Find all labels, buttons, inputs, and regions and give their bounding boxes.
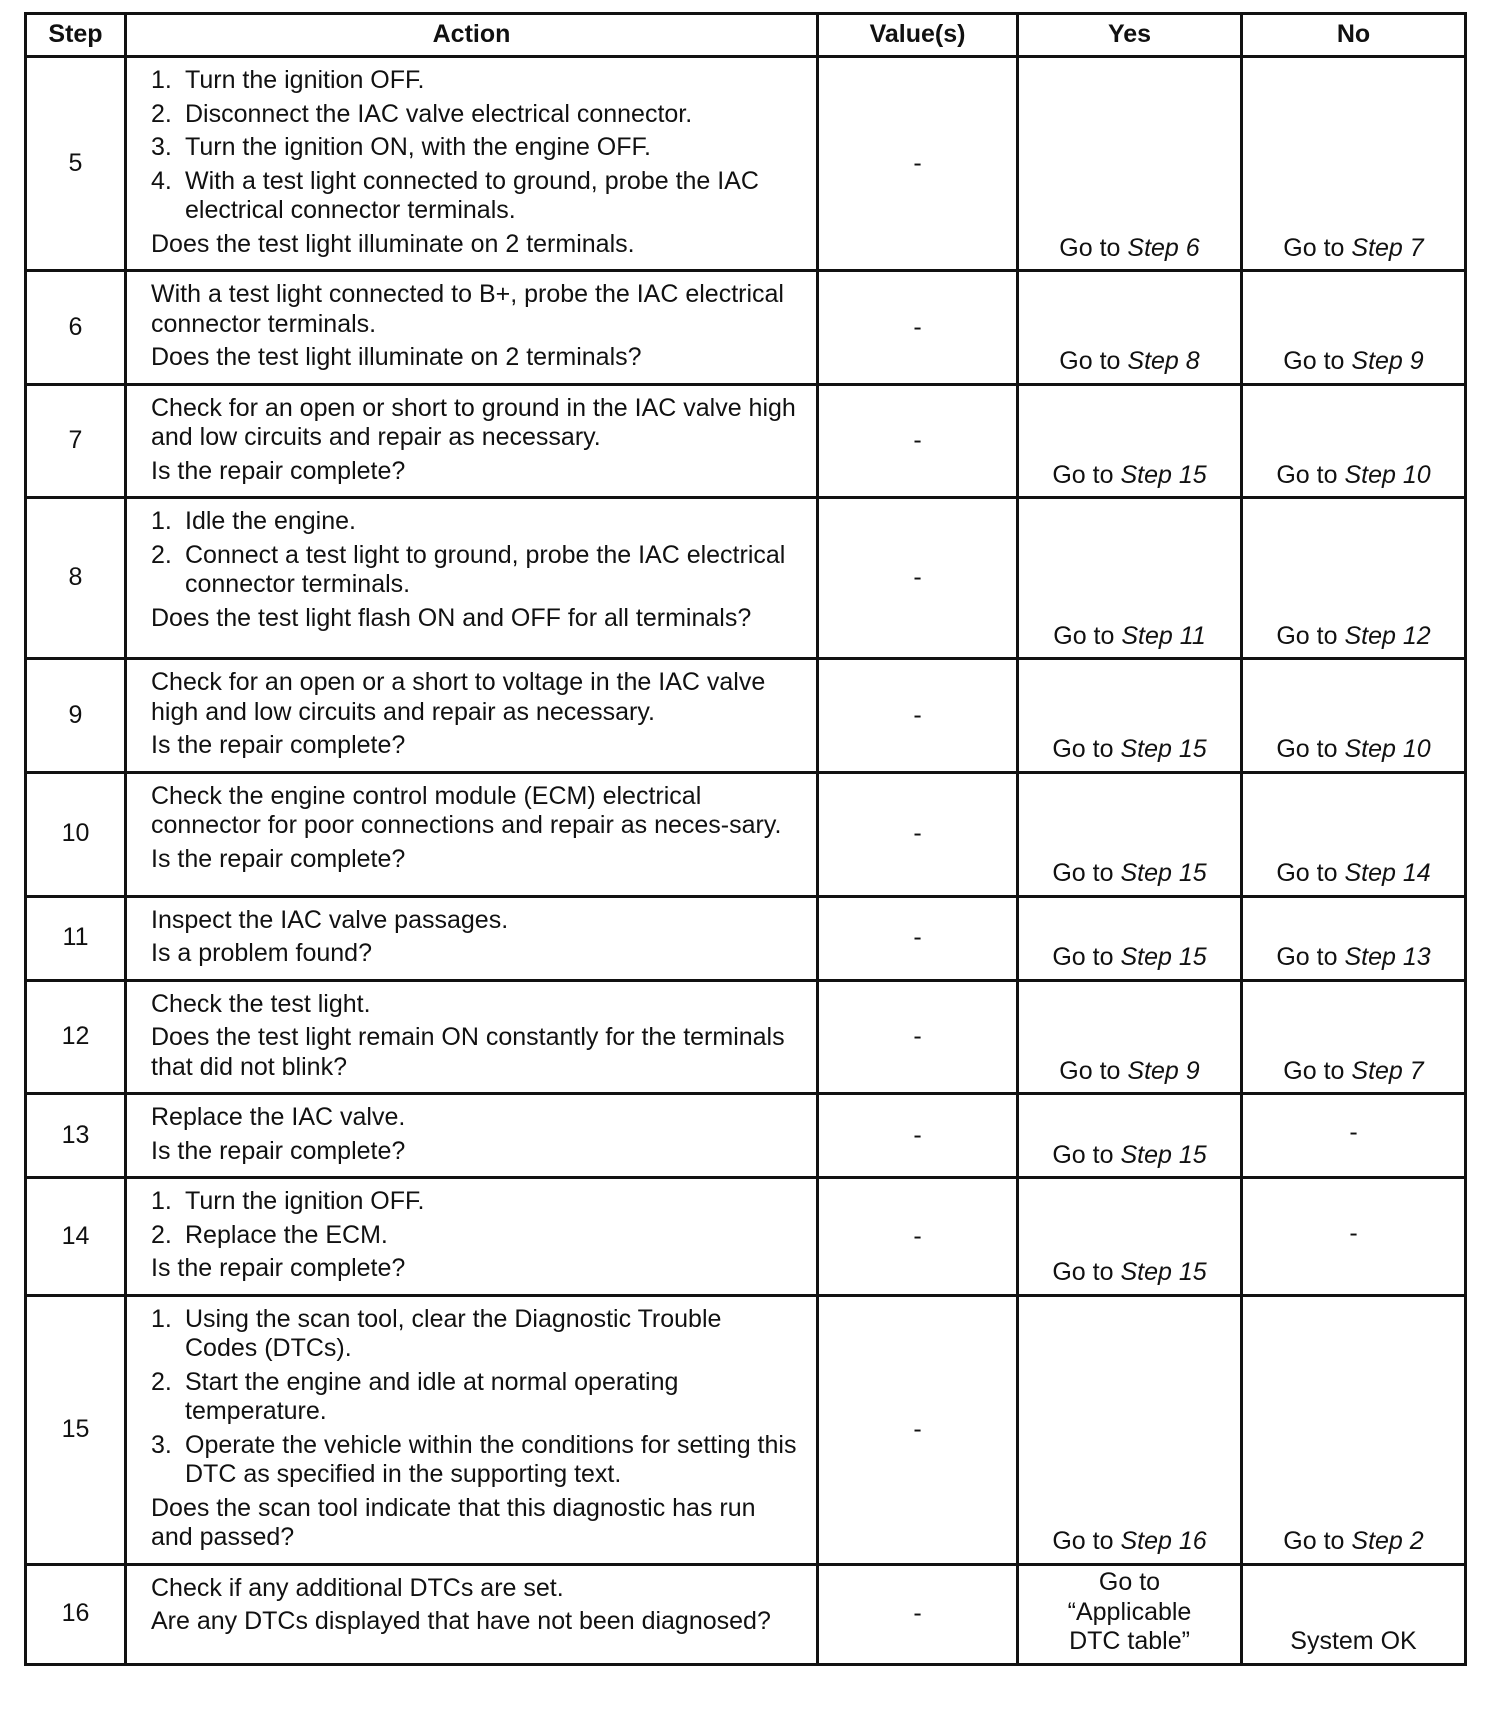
action-step-item xyxy=(151,66,800,96)
no-cell xyxy=(1242,271,1466,385)
goto-step-word: Step xyxy=(1351,347,1403,375)
goto-step-number: 15 xyxy=(1178,859,1207,887)
action-item-text: Start the engine and idle at normal operating temperature. xyxy=(185,1367,679,1425)
goto-step-number: 15 xyxy=(1178,1140,1207,1169)
value-cell: - xyxy=(818,896,1018,980)
goto-step-number: 15 xyxy=(1178,1258,1207,1286)
goto-step-word: Step xyxy=(1351,1527,1403,1555)
goto-prefix: Go to xyxy=(1276,859,1338,887)
action-question: Is a problem found? xyxy=(151,939,372,967)
action-cell xyxy=(126,659,818,773)
yes-goto xyxy=(1059,347,1199,375)
action-step-item xyxy=(151,1431,800,1490)
action-question: Does the test light flash ON and OFF for all terminals? xyxy=(151,603,752,632)
action-instruction: Check the test light. xyxy=(151,989,371,1018)
action-item-number: 1. xyxy=(151,66,172,94)
no-goto xyxy=(1276,461,1430,489)
action-item-text: Using the scan tool, clear the Diagnostic Trouble Codes (DTCs). xyxy=(185,1304,722,1362)
goto-step-number: 7 xyxy=(1409,233,1424,262)
goto-step-word: Step xyxy=(1351,233,1403,262)
goto-prefix: Go to xyxy=(1276,943,1338,971)
table-row xyxy=(26,772,1466,896)
action-question: Does the test light illuminate on 2 terminals. xyxy=(151,229,635,258)
table-row xyxy=(26,980,1466,1094)
step-number: 8 xyxy=(26,498,126,659)
goto-prefix: Go to xyxy=(1052,859,1114,887)
goto-prefix: Go to xyxy=(1052,1140,1114,1169)
yes-goto xyxy=(1052,461,1206,489)
goto-step-number: 2 xyxy=(1409,1527,1424,1555)
step-number: 7 xyxy=(26,384,126,498)
action-step-item xyxy=(151,541,800,600)
action-question: Is the repair complete? xyxy=(151,731,406,759)
action-item-number: 1. xyxy=(151,507,172,535)
goto-prefix: Go to xyxy=(1059,1056,1121,1085)
step-number: 13 xyxy=(26,1094,126,1178)
no-goto xyxy=(1283,347,1423,375)
header-yes: Yes xyxy=(1018,14,1242,57)
goto-prefix: Go to xyxy=(1059,233,1121,262)
action-instruction: Check for an open or a short to voltage in the IAC valve high and low circuits and repair as necessary. xyxy=(151,668,766,726)
table-row xyxy=(26,498,1466,659)
table-row xyxy=(26,1295,1466,1564)
goto-prefix: Go to xyxy=(1052,735,1114,763)
no-cell xyxy=(1242,1564,1466,1664)
action-item-text: Disconnect the IAC valve electrical connector. xyxy=(185,99,693,128)
goto-step-number: 6 xyxy=(1185,233,1200,262)
action-cell xyxy=(126,1564,818,1664)
action-item-text: Replace the ECM. xyxy=(185,1220,388,1249)
goto-step-word: Step xyxy=(1120,1140,1172,1169)
action-instruction: With a test light connected to B+, probe the IAC electrical connector terminals. xyxy=(151,280,784,338)
action-item-number: 2. xyxy=(151,1367,172,1396)
goto-step-number: 15 xyxy=(1178,460,1207,489)
no-text: System OK xyxy=(1290,1627,1417,1655)
table-row xyxy=(26,271,1466,385)
header-values: Value(s) xyxy=(818,14,1018,57)
action-cell xyxy=(126,896,818,980)
yes-text-line: DTC table” xyxy=(1069,1627,1190,1655)
yes-cell xyxy=(1018,659,1242,773)
action-instruction: Check if any additional DTCs are set. xyxy=(151,1573,564,1602)
yes-goto xyxy=(1052,943,1206,971)
step-number: 16 xyxy=(26,1564,126,1664)
no-goto xyxy=(1276,943,1430,971)
action-instruction: Inspect the IAC valve passages. xyxy=(151,905,509,934)
yes-text-line: Go to xyxy=(1098,1568,1161,1596)
yes-goto xyxy=(1052,1527,1206,1555)
goto-step-word: Step xyxy=(1344,460,1396,489)
action-item-number: 2. xyxy=(151,540,172,569)
no-cell xyxy=(1242,659,1466,773)
goto-prefix: Go to xyxy=(1059,347,1121,375)
action-question: Is the repair complete? xyxy=(151,844,406,873)
goto-step-word: Step xyxy=(1344,859,1396,887)
table-row xyxy=(26,384,1466,498)
value-cell: - xyxy=(818,384,1018,498)
header-no: No xyxy=(1242,14,1466,57)
goto-step-word: Step xyxy=(1127,233,1179,262)
action-item-number: 3. xyxy=(151,1430,172,1459)
action-step-item xyxy=(151,133,800,163)
yes-cell xyxy=(1018,271,1242,385)
action-instruction: Check the engine control module (ECM) electrical connector for poor connections and repair as neces-sary. xyxy=(151,781,782,839)
value-cell: - xyxy=(818,57,1018,271)
no-goto xyxy=(1276,735,1430,763)
no-cell xyxy=(1242,498,1466,659)
table-row xyxy=(26,659,1466,773)
yes-text-line: “Applicable xyxy=(1067,1597,1192,1626)
action-cell xyxy=(126,271,818,385)
header-step: Step xyxy=(26,14,126,57)
step-number: 14 xyxy=(26,1178,126,1296)
action-item-text: Operate the vehicle within the conditions for setting this DTC as specified in the supporting text. xyxy=(185,1430,797,1488)
no-cell xyxy=(1242,1178,1466,1296)
header-row xyxy=(26,14,1466,57)
action-cell xyxy=(126,498,818,659)
step-number: 11 xyxy=(26,896,126,980)
goto-step-number: 9 xyxy=(1409,347,1424,375)
value-cell: - xyxy=(818,1094,1018,1178)
action-question: Does the test light remain ON constantly for the terminals that did not blink? xyxy=(151,1023,785,1081)
goto-prefix: Go to xyxy=(1052,1258,1114,1286)
yes-goto xyxy=(1059,1057,1199,1085)
action-cell xyxy=(126,1295,818,1564)
yes-goto xyxy=(1052,735,1206,763)
goto-step-word: Step xyxy=(1344,621,1396,650)
no-text: - xyxy=(1349,1117,1358,1146)
action-step-item xyxy=(151,1368,800,1427)
no-cell xyxy=(1242,384,1466,498)
step-number: 5 xyxy=(26,57,126,271)
action-item-text: Connect a test light to ground, probe the IAC electrical connector terminals. xyxy=(185,540,786,598)
action-instruction: Check for an open or short to ground in the IAC valve high and low circuits and repair as necessary. xyxy=(151,393,796,451)
no-goto xyxy=(1283,1527,1423,1555)
goto-step-word: Step xyxy=(1344,943,1396,971)
yes-cell xyxy=(1018,980,1242,1094)
value-cell: - xyxy=(818,772,1018,896)
step-number: 15 xyxy=(26,1295,126,1564)
yes-cell xyxy=(1018,1094,1242,1178)
yes-goto xyxy=(1052,1141,1206,1169)
no-cell xyxy=(1242,1295,1466,1564)
no-goto xyxy=(1276,622,1430,650)
step-number: 10 xyxy=(26,772,126,896)
goto-step-word: Step xyxy=(1120,859,1172,887)
action-item-number: 2. xyxy=(151,99,172,128)
goto-step-word: Step xyxy=(1127,347,1179,375)
action-item-text: Turn the ignition OFF. xyxy=(185,1187,425,1215)
header-action: Action xyxy=(126,14,818,57)
action-question: Is the repair complete? xyxy=(151,456,406,485)
yes-cell xyxy=(1018,1564,1242,1664)
step-number: 12 xyxy=(26,980,126,1094)
action-item-number: 4. xyxy=(151,166,172,195)
action-cell xyxy=(126,57,818,271)
step-number: 6 xyxy=(26,271,126,385)
action-step-item xyxy=(151,1221,800,1251)
no-cell xyxy=(1242,980,1466,1094)
diagnostic-table xyxy=(24,12,1467,1666)
goto-step-number: 11 xyxy=(1179,621,1206,650)
goto-step-number: 12 xyxy=(1402,621,1431,650)
no-cell xyxy=(1242,772,1466,896)
action-item-number: 2. xyxy=(151,1220,172,1249)
yes-cell xyxy=(1018,772,1242,896)
goto-step-number: 7 xyxy=(1409,1056,1424,1085)
table-row xyxy=(26,57,1466,271)
goto-step-word: Step xyxy=(1120,460,1172,489)
goto-prefix: Go to xyxy=(1283,347,1345,375)
no-cell xyxy=(1242,57,1466,271)
goto-prefix: Go to xyxy=(1053,621,1115,650)
value-cell: - xyxy=(818,980,1018,1094)
goto-prefix: Go to xyxy=(1276,621,1338,650)
value-cell: - xyxy=(818,271,1018,385)
goto-step-word: Step xyxy=(1120,1527,1172,1555)
value-cell: - xyxy=(818,498,1018,659)
goto-prefix: Go to xyxy=(1052,943,1114,971)
action-step-item xyxy=(151,1187,800,1217)
goto-step-word: Step xyxy=(1127,1056,1179,1085)
action-item-text: Turn the ignition ON, with the engine OFF. xyxy=(185,133,651,161)
action-step-item xyxy=(151,507,800,537)
table-row xyxy=(26,896,1466,980)
action-instruction: Replace the IAC valve. xyxy=(151,1103,406,1131)
action-question: Does the test light illuminate on 2 terminals? xyxy=(151,343,642,371)
goto-prefix: Go to xyxy=(1283,1527,1345,1555)
table-row xyxy=(26,1094,1466,1178)
goto-prefix: Go to xyxy=(1276,735,1338,763)
yes-cell xyxy=(1018,384,1242,498)
goto-step-number: 10 xyxy=(1402,735,1431,763)
table-row xyxy=(26,1564,1466,1664)
value-cell: - xyxy=(818,1178,1018,1296)
action-cell xyxy=(126,772,818,896)
yes-cell xyxy=(1018,896,1242,980)
goto-step-number: 15 xyxy=(1178,735,1207,763)
yes-cell xyxy=(1018,1295,1242,1564)
action-cell xyxy=(126,384,818,498)
goto-step-word: Step xyxy=(1120,735,1172,763)
action-cell xyxy=(126,1094,818,1178)
goto-step-number: 15 xyxy=(1178,943,1207,971)
goto-prefix: Go to xyxy=(1283,233,1345,262)
goto-step-word: Step xyxy=(1120,1258,1172,1286)
goto-step-word: Step xyxy=(1351,1056,1403,1085)
goto-step-number: 9 xyxy=(1185,1056,1200,1085)
no-cell xyxy=(1242,896,1466,980)
yes-text xyxy=(1019,1568,1240,1657)
action-question: Is the repair complete? xyxy=(151,1136,406,1165)
action-question: Is the repair complete? xyxy=(151,1254,406,1282)
action-step-item xyxy=(151,167,800,226)
goto-step-word: Step xyxy=(1120,943,1172,971)
no-text: - xyxy=(1349,1218,1358,1247)
goto-step-number: 10 xyxy=(1402,460,1431,489)
goto-step-number: 16 xyxy=(1178,1527,1207,1555)
value-cell: - xyxy=(818,1295,1018,1564)
action-question: Are any DTCs displayed that have not been diagnosed? xyxy=(151,1607,771,1635)
action-step-item xyxy=(151,100,800,130)
goto-prefix: Go to xyxy=(1052,460,1114,489)
table-row xyxy=(26,1178,1466,1296)
goto-step-number: 13 xyxy=(1402,943,1431,971)
action-item-number: 1. xyxy=(151,1304,172,1333)
action-cell xyxy=(126,1178,818,1296)
action-item-text: Idle the engine. xyxy=(185,507,356,535)
action-item-text: With a test light connected to ground, probe the IAC electrical connector terminals. xyxy=(185,166,759,224)
yes-goto xyxy=(1052,859,1206,887)
table-body xyxy=(26,57,1466,1665)
goto-step-number: 14 xyxy=(1402,859,1431,887)
action-item-number: 3. xyxy=(151,133,172,161)
action-item-number: 1. xyxy=(151,1187,172,1215)
yes-cell xyxy=(1018,1178,1242,1296)
value-cell: - xyxy=(818,659,1018,773)
goto-prefix: Go to xyxy=(1276,460,1338,489)
action-cell xyxy=(126,980,818,1094)
no-goto xyxy=(1276,859,1430,887)
goto-step-word: Step xyxy=(1344,735,1396,763)
no-goto xyxy=(1283,234,1423,262)
goto-step-word: Step xyxy=(1121,621,1173,650)
yes-goto xyxy=(1059,234,1199,262)
no-cell xyxy=(1242,1094,1466,1178)
goto-step-number: 8 xyxy=(1185,347,1200,375)
goto-prefix: Go to xyxy=(1283,1056,1345,1085)
action-item-text: Turn the ignition OFF. xyxy=(185,66,425,94)
yes-goto xyxy=(1052,1258,1206,1286)
step-number: 9 xyxy=(26,659,126,773)
action-question: Does the scan tool indicate that this diagnostic has run and passed? xyxy=(151,1493,756,1551)
yes-cell xyxy=(1018,498,1242,659)
yes-cell xyxy=(1018,57,1242,271)
action-step-item xyxy=(151,1305,800,1364)
no-goto xyxy=(1283,1057,1423,1085)
yes-goto xyxy=(1053,622,1205,650)
goto-prefix: Go to xyxy=(1052,1527,1114,1555)
value-cell: - xyxy=(818,1564,1018,1664)
